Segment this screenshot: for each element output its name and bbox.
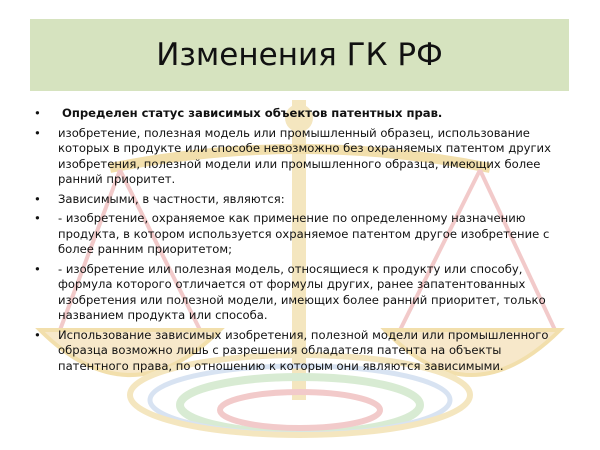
slide-title: Изменения ГК РФ xyxy=(156,37,443,73)
bullet-icon: • xyxy=(34,327,41,342)
bullet-text: Использование зависимых изобретения, полезной модели или промышленного образца возможно лишь с разрешения обладателя патента на объекты патентного права, по отношению к которым они являются зависимыми. xyxy=(58,327,549,373)
bullet-text: - изобретение или полезная модель, относящиеся к продукту или способу, формула которого отличается от формулы других, ранее запатентованных изобретения или полезной модели, имеющих более ранний приоритет, только названием продукта или способа. xyxy=(58,261,546,322)
bullet-icon: • xyxy=(34,261,41,276)
bullet-icon: • xyxy=(34,125,41,140)
bullet-text: Определен статус зависимых объектов патентных прав. xyxy=(62,106,443,120)
bullet-icon: • xyxy=(34,106,41,120)
bullet-text: - изобретение, охраняемое как применение по определенному назначению продукта, в котором используется охраняемое патентом другое изобретение с более ранним приоритетом; xyxy=(58,211,550,256)
bullet-text: изобретение, полезная модель или промышленный образец, использование которых в продукте или способе невозможно без охраняемых патентом других изобретения, полезной модели или промышленного образца, имеющих более ранний приоритет. xyxy=(58,125,551,186)
list-item xyxy=(34,328,554,375)
list-item xyxy=(34,106,554,122)
list-item xyxy=(34,126,554,188)
list-item xyxy=(34,192,554,208)
bullet-text: Зависимыми, в частности, являются: xyxy=(58,191,285,206)
bullet-icon: • xyxy=(34,211,41,225)
title-band xyxy=(30,19,569,91)
list-item xyxy=(34,211,554,258)
list-item xyxy=(34,262,554,324)
bullet-icon: • xyxy=(34,191,41,206)
bullet-list xyxy=(34,106,554,378)
